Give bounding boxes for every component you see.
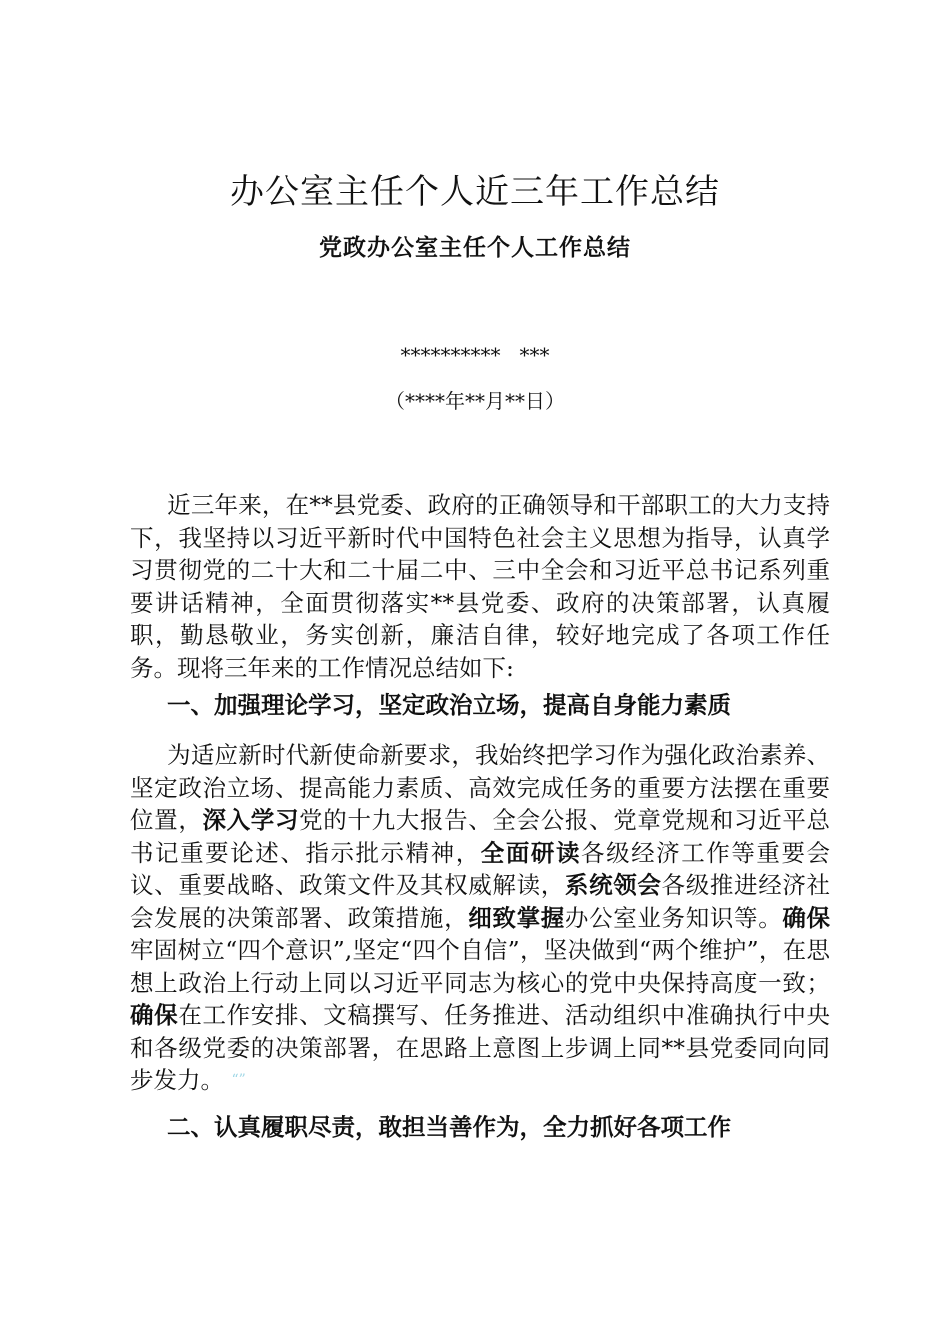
section-heading-1-text: 一、加强理论学习，坚定政治立场，提高自身能力素质 — [167, 691, 731, 719]
emphasis-text: 确保 — [782, 903, 831, 932]
emphasis-text: 系统领会 — [564, 871, 662, 899]
author-line: ********** *** — [400, 343, 550, 367]
paragraph-text: 在工作安排、文稿撰写、任务推进、活动组织中准确执行中央和各级党委的决策部署，在思路上意图上步调上同**县党委同向同步发力。 — [130, 1001, 831, 1094]
date-line: （****年**月**日） — [385, 389, 565, 413]
paragraph-text: 各级推进经济社会发展的决策部署、政策措施， — [130, 871, 831, 932]
emphasis-text: 全面研读 — [480, 838, 582, 867]
intro-paragraph-text: 近三年来，在**县党委、政府的正确领导和干部职工的大力支持下，我坚持以习近平新时代中国特色社会主义思想为指导，认真学习贯彻党的二十大和二十届二中、三中全会和习近平总书记系列重要讲话精神，全面贯彻落实**县党委、政府的决策部署，认真履职，勤恳敬业，务实创新，廉洁自律，较好地完成了各项工作任务。现将三年来的工作情况总结如下: — [130, 491, 830, 682]
paragraph-text: 党的十九大报告、全会公报、党章党规和习近平总书记重要论述、指示批示精神， — [130, 806, 831, 867]
section-heading-2-text: 二、认真履职尽责，敢担当善作为，全力抓好各项工作 — [167, 1113, 731, 1141]
faint-quote-mark: “” — [231, 1072, 246, 1088]
section-heading-1 — [130, 689, 830, 721]
paragraph-text: 为适应新时代新使命新要求，我始终把学习作为强化政治素养、坚定政治立场、提高能力素质、高效完成任务的重要方法摆在重要位置， — [130, 741, 830, 834]
section-1-paragraph — [130, 739, 830, 1097]
paragraph-text: 各级经济工作等重要会议、重要战略、政策文件及其权威解读， — [130, 838, 831, 899]
paragraph-text: 办公室业务知识等。 — [564, 903, 783, 932]
section-heading-2 — [130, 1111, 830, 1143]
emphasis-text: 深入学习 — [202, 806, 300, 834]
paragraph-text: 牢固树立“四个意识”,坚定“四个自信”，坚决做到“两个维护”，在思想上政治上行动上同以习近平同志为核心的党中央保持高度一致； — [130, 936, 830, 997]
intro-paragraph — [130, 489, 830, 684]
emphasis-text: 细致掌握 — [468, 903, 565, 932]
document-title: 办公室主任个人近三年工作总结 — [230, 172, 720, 212]
document-subtitle: 党政办公室主任个人工作总结 — [319, 234, 631, 261]
emphasis-text: 确保 — [130, 1001, 179, 1029]
